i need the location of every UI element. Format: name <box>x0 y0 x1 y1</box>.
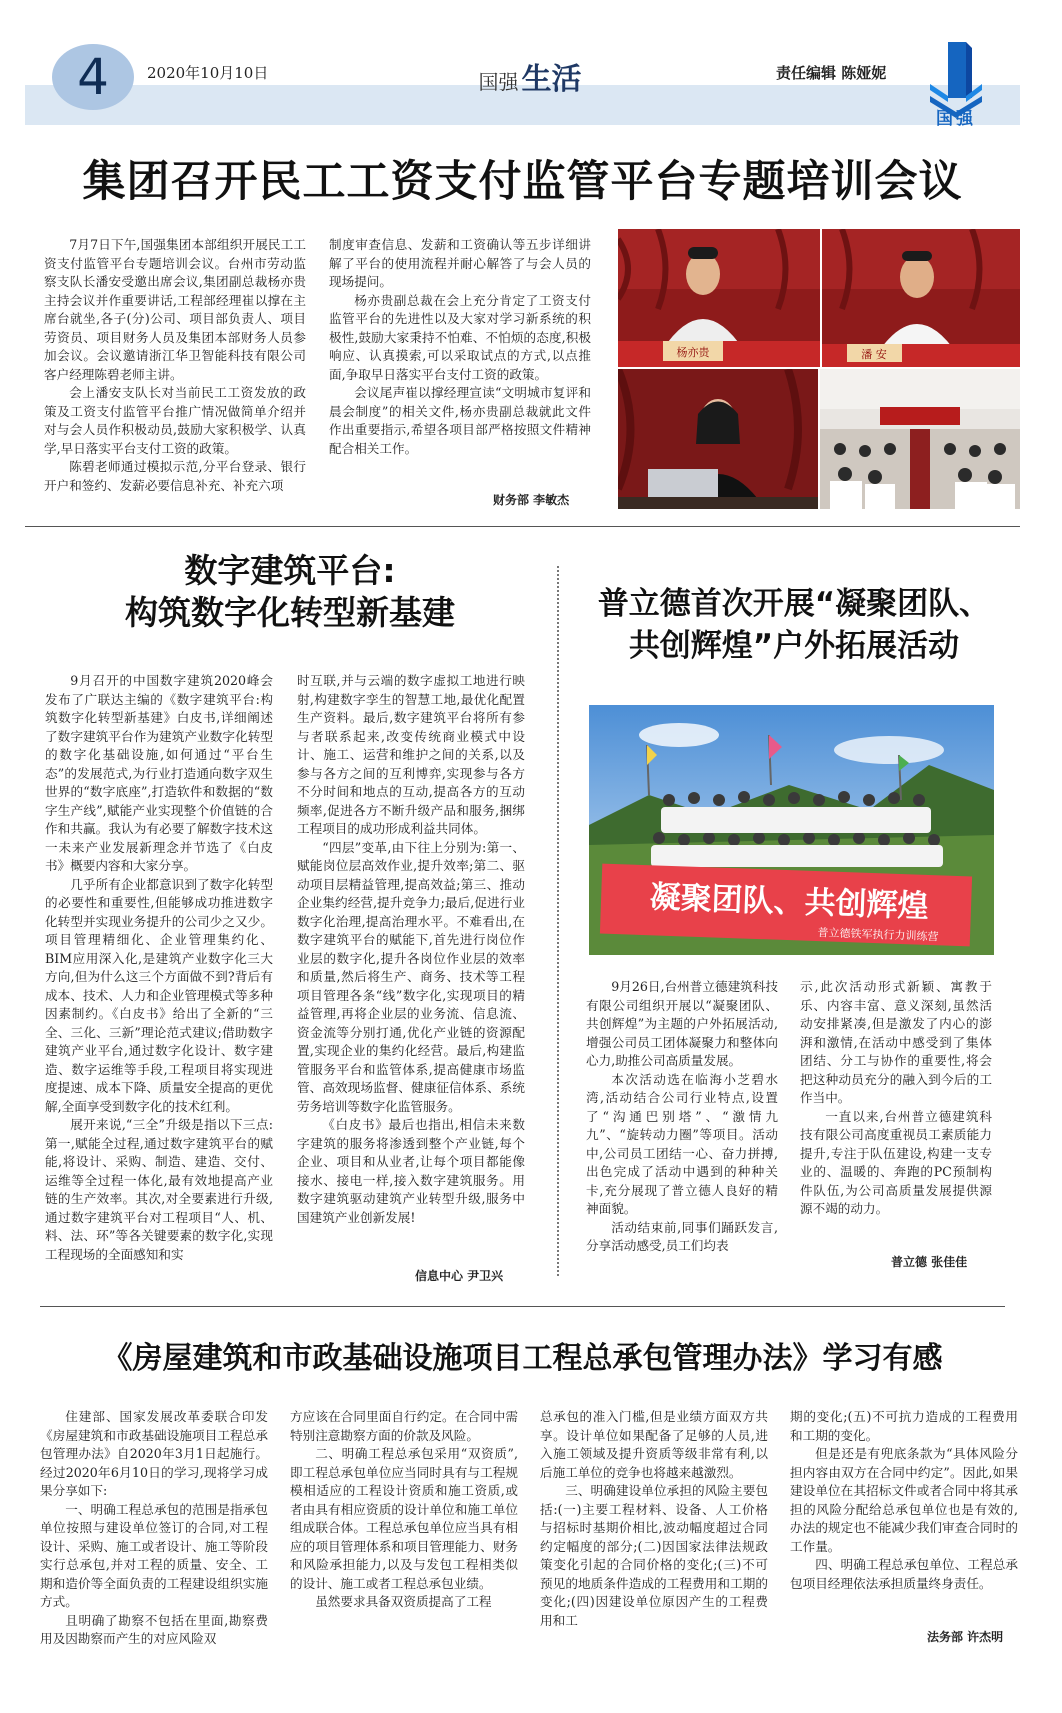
paragraph: 虽然要求具备双资质提高了工程 <box>315 1594 492 1609</box>
paragraph: 总承包的准入门槛,但是业绩方面双方共享。设计单位如果配备了足够的人员,进入施工领域及提升资质等级非常有利,以后施工单位的竞争也将越来越激烈。 <box>540 1409 768 1480</box>
page-number: 4 <box>52 44 134 110</box>
section-divider <box>40 1306 1005 1307</box>
paragraph: “四层”变革,由下往上分别为:第一、赋能岗位层高效作业,提升效率;第二、驱动项目层精益管理,提高效益;第三、推动企业集约经营,提升竞争力;最后,促进行业数字化治理,提高治理水平。不难看出,在数字建筑平台的赋能下,首先进行岗位作业层的数字化,提升各岗位作业层的效率和质量,然后将生产、商务、技术等工程项目管理各条“线”数字化,实现项目的精益管理,再将企业层的业务流、信息流、资金流等分别打通,优化产业链的资源配置,实现企业的集约化经营。最后,构建监管服务平台和监管体系,提高健康市场监管、高效现场监督、健康征信体系、系统劳务培训等数字化监管服务。 <box>297 839 525 1114</box>
article4-title: 《房屋建筑和市政基础设施项目工程总承包管理办法》学习有感 <box>102 1341 943 1376</box>
article4-col1 <box>40 1408 268 1649</box>
paragraph: 几乎所有企业都意识到了数字化转型的必要性和重要性,但能够成功推进数字化转型并实现业务提升的公司少之又少。项目管理精细化、企业管理集约化、BIM应用深入化,是建筑产业数字化三大方向,但为什么这三个方面做不到?背后有成本、技术、人力和企业管理模式等多种因素制约。《白皮书》给出了全新的“三全、三化、三新”理论范式建议;借助数字建筑产业平台,通过数字化设计、数字建造、数字运维等手段,工程项目将实现进度提速、成本下降、质量安全提高的更优解,全面享受到数字化的技术红利。 <box>45 876 273 1114</box>
paragraph: 期的变化;(五)不可抗力造成的工程费用和工期的变化。 <box>790 1409 1018 1443</box>
paragraph: 展开来说,“三全”升级是指以下三点:第一,赋能全过程,通过数字建筑平台的赋能,将设计、采购、制造、建造、交付、运维等全过程一体化,最有效地提高产业链的生产效率。其次,对全要素进行升级,通过数字建筑平台对工程项目“人、机、料、法、环”等各关键要素的数字化,实现工程现场的全面感知和实 <box>45 1117 273 1262</box>
article2-byline: 信息中心 尹卫兴 <box>415 1269 504 1283</box>
column-name-main: 生活 <box>521 62 582 97</box>
paragraph: 制度审查信息、发薪和工资确认等五步详细讲解了平台的使用流程并耐心解答了与会人员的现场提问。 <box>329 237 591 289</box>
article4-byline: 法务部 许杰明 <box>927 1630 1004 1644</box>
paragraph: 《白皮书》最后也指出,相信未来数字建筑的服务将渗透到整个产业链,每个企业、项目和从业者,让每个项目都能像接水、接电一样,接入数字建筑服务。用数字建筑驱动建筑产业转型升级,服务中国建筑产业创新发展! <box>297 1117 525 1225</box>
photo-team-outdoor <box>589 705 994 955</box>
banner-sub-text: 普立德铁军执行力训练营 <box>817 926 939 944</box>
nameplate-2: 潘 安 <box>861 348 887 361</box>
photo-speaker-1 <box>618 229 820 367</box>
paragraph: 方应该在合同里面自行约定。在合同中需特别注意勘察方面的价款及风险。 <box>290 1409 518 1443</box>
paragraph: 本次活动选在临海小芝碧水湾,活动结合公司行业特点,设置了“沟通巴别塔”、“激情九九”、“旋转动力圈”等项目。活动中,公司员工团结一心、奋力拼搏,出色完成了活动中遇到的种种关卡,充分展现了普立德人良好的精神面貌。 <box>586 1071 778 1216</box>
paragraph: 9月召开的中国数字建筑2020峰会发布了广联达主编的《数字建筑平台:构筑数字化转型新基建》白皮书,详细阐述了数字建筑平台作为建筑产业数字化转型的数字化基础设施,如何通过“平台生态”的发展范式,为行业打造通向数字双生世界的“数字底座”,打造软件和数据的“数字生产线”,赋能产业实现整个价值链的合作和共赢。我认为有必要了解数字技术这一未来产业发展新理念并节选了《白皮书》概要内容和大家分享。 <box>45 673 273 873</box>
paragraph: 但是还是有兜底条款为“具体风险分担内容由双方在合同中约定”。因此,如果建设单位在其招标文件或者合同中将其承担的风险分配给总承包单位也是有效的,办法的规定也不能减少我们审查合同时的工作量。 <box>790 1446 1018 1554</box>
article4-col2 <box>290 1408 518 1612</box>
paragraph: 二、明确工程总承包采用“双资质”,即工程总承包单位应当同时具有与工程规模相适应的工程设计资质和施工资质,或者由具有相应资质的设计单位和施工单位组成联合体。工程总承包单位应当具有相应的项目管理体系和项目管理能力、财务和风险承担能力,以及与发包工程相类似的设计、施工或者工程总承包业绩。 <box>290 1446 518 1591</box>
column-name-prefix: 国强 <box>478 70 519 94</box>
paragraph: 活动结束前,同事们踊跃发言,分享活动感受,员工们均表 <box>586 1219 778 1253</box>
editor-credit: 责任编辑 陈娅妮 <box>776 64 887 82</box>
article2-title-line2: 构筑数字化转型新基建 <box>125 593 455 632</box>
article1-col1 <box>44 236 306 495</box>
article2-col2 <box>297 672 525 1227</box>
column-name <box>455 54 605 98</box>
article3-byline: 普立德 张佳佳 <box>891 1255 968 1269</box>
photo-audience <box>820 369 1020 509</box>
paragraph: 会上潘安支队长对当前民工工资发放的政策及工资支付监管平台推广情况做简单介绍并对与会人员作积极动员,鼓励大家积极学、认真学,早日落实平台支付工资的政策。 <box>44 385 306 456</box>
article3-col1 <box>586 978 778 1256</box>
article2-title <box>40 550 540 634</box>
article4-col4 <box>790 1408 1018 1593</box>
paragraph: 9月26日,台州普立德建筑科技有限公司组织开展以“凝聚团队、共创辉煌”为主题的户外拓展活动,增强公司员工团体凝聚力和整体向心力,助推公司高质量发展。 <box>586 979 778 1068</box>
article3-title-line2: 共创辉煌”户外拓展活动 <box>628 628 960 664</box>
paragraph: 一、明确工程总承包的范围是指承包单位按照与建设单位签订的合同,对工程设计、采购、施工或者设计、施工等阶段实行总承包,并对工程的质量、安全、工期和造价等全面负责的工程建设组织实施方式。 <box>40 1501 268 1609</box>
article1-byline: 财务部 李敏杰 <box>493 493 570 507</box>
article2-title-line1: 数字建筑平台: <box>184 551 396 590</box>
article3-title-line1: 普立德首次开展“凝聚团队、 <box>597 586 991 622</box>
photo-presenter <box>618 369 818 509</box>
paragraph: 杨亦贵副总裁在会上充分肯定了工资支付监管平台的先进性以及大家对学习新系统的积极性,鼓励大家秉持不怕难、不怕烦的态度,积极响应、认真摸索,可以采取试点的方式,以点推面,争取早日落实平台支付工资的政策。 <box>329 292 591 382</box>
paragraph: 时互联,并与云端的数字虚拟工地进行映射,构建数字孪生的智慧工地,最优化配置生产资料。最后,数字建筑平台将所有参与者联系起来,改变传统商业模式中设计、施工、运营和维护之间的关系,以及参与各方之间的互利博弈,实现参与各方不分时间和地点的互动,提高各方的互动频率,促进各方不断升级产品和服务,捆绑工程项目的成功形成利益共同体。 <box>297 673 525 836</box>
article1-col2 <box>329 236 591 458</box>
paragraph: 7月7日下午,国强集团本部组织开展民工工资支付监管平台专题培训会议。台州市劳动监察支队长潘安受邀出席会议,集团副总裁杨亦贵主持会议并作重要讲话,工程部经理崔以撑在主席台就坐,各子(分)公司、项目部负责人、项目劳资员、项目财务人员及集团本部财务人员参加会议。会议邀请浙江华卫智能科技有限公司客户经理陈碧老师主讲。 <box>44 237 306 382</box>
issue-date: 2020年10月10日 <box>147 64 269 82</box>
paragraph: 一直以来,台州普立德建筑科技有限公司高度重视员工素质能力提升,专注于队伍建设,构建一支专业的、温暖的、奔跑的PC预制构件队伍,为公司高质量发展提供源源不竭的动力。 <box>800 1108 992 1216</box>
photo-speaker-2 <box>822 229 1020 367</box>
paragraph: 陈碧老师通过模拟示范,分平台登录、银行开户和签约、发薪必要信息补充、补充六项 <box>44 459 306 493</box>
article1-title: 集团召开民工工资支付监管平台专题培训会议 <box>82 157 963 207</box>
paragraph: 示,此次活动形式新颖、寓教于乐、内容丰富、意义深刻,虽然活动安排紧凑,但是激发了内心的澎湃和激情,在活动中感受到了集体团结、分工与协作的重要性,将会把这种动员充分的融入到今后的工作当中。 <box>800 979 992 1105</box>
banner-main-text: 凝聚团队、共创辉煌 <box>649 879 930 925</box>
article3-title <box>568 583 1020 667</box>
paragraph: 会议尾声崔以撑经理宣读“文明城市复评和晨会制度”的相关文件,杨亦贵副总裁就此文件作出重要指示,希望各项目部严格按照文件精神配合相关工作。 <box>329 385 591 456</box>
paragraph: 四、明确工程总承包单位、工程总承包项目经理依法承担质量终身责任。 <box>790 1557 1018 1591</box>
column-divider <box>557 566 559 1276</box>
article4-col3 <box>540 1408 768 1630</box>
article3-col2 <box>800 978 992 1219</box>
paragraph: 住建部、国家发展改革委联合印发《房屋建筑和市政基础设施项目工程总承包管理办法》自2020年3月1日起施行。经过2020年6月10日的学习,现将学习成果分享如下: <box>40 1409 268 1498</box>
logo-text: 国强 <box>936 109 976 129</box>
paragraph: 且明确了勘察不包括在里面,勘察费用及因勘察而产生的对应风险双 <box>40 1612 268 1646</box>
nameplate-1: 杨亦贵 <box>676 346 710 359</box>
section-divider <box>25 526 1020 527</box>
paragraph: 三、明确建设单位承担的风险主要包括:(一)主要工程材料、设备、人工价格与招标时基期价相比,波动幅度超过合同约定幅度的部分;(二)因国家法律法规政策变化引起的合同价格的变化;(三)不可预见的地质条件造成的工程费用和工期的变化;(四)因建设单位原因产生的工程费用和工 <box>540 1483 768 1628</box>
article2-col1 <box>45 672 273 1264</box>
